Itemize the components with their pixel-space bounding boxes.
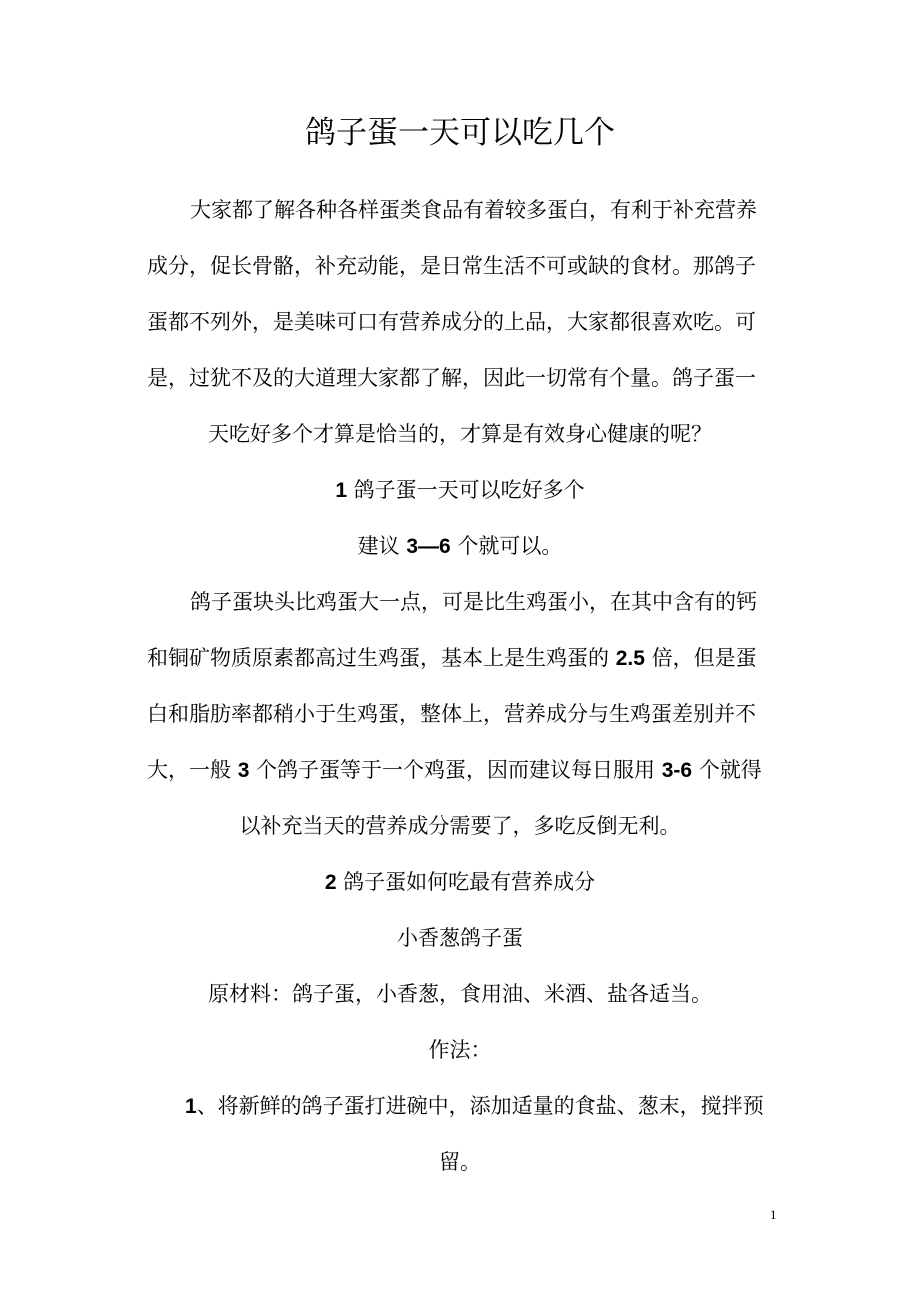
advice-prefix: 建议 [357, 534, 407, 558]
advice-line [0, 526, 920, 566]
section-heading-text: 鸽子蛋如何吃最有营养成分 [336, 870, 596, 894]
section-heading-text: 鸽子蛋一天可以吃好多个 [347, 478, 585, 502]
recipe-step-1-continuation: 留。 [439, 1150, 481, 1174]
body-number: 2.5 [615, 647, 645, 670]
step-number: 1 [185, 1095, 197, 1118]
intro-paragraph-line: 成分，促长骨骼，补充动能，是日常生活不可或缺的食材。那鸽子 [147, 254, 756, 278]
step-text: 、将新鲜的鸽子蛋打进碗中，添加适量的食盐、葱末，搅拌预 [196, 1094, 764, 1118]
section-heading-1 [0, 470, 920, 510]
body-number: 3 [237, 759, 250, 782]
body-paragraph-line: 白和脂肪率都稍小于生鸡蛋，整体上，营养成分与生鸡蛋差别并不 [147, 702, 756, 726]
section-number: 1 [335, 479, 347, 502]
body-paragraph-line [0, 750, 920, 790]
body-text: 倍，但是蛋 [644, 646, 757, 670]
recipe-ingredients: 原材料：鸽子蛋，小香葱，食用油、米酒、盐各适当。 [208, 982, 712, 1006]
intro-paragraph-line: 天吃好多个才算是恰当的，才算是有效身心健康的呢？ [208, 422, 712, 446]
recipe-method-label: 作法： [428, 1038, 492, 1062]
document-title: 鸽子蛋一天可以吃几个 [305, 115, 615, 151]
intro-paragraph-line: 是，过犹不及的大道理大家都了解，因此一切常有个量。鸽子蛋一 [147, 366, 756, 390]
recipe-step-1 [0, 1086, 920, 1126]
advice-suffix: 个就可以。 [450, 534, 563, 558]
body-text: 个就得 [692, 758, 762, 782]
body-text: 和铜矿物质原素都高过生鸡蛋，基本上是生鸡蛋的 [147, 646, 616, 670]
intro-paragraph-line: 蛋都不列外，是美味可口有营养成分的上品，大家都很喜欢吃。可 [147, 310, 756, 334]
intro-paragraph-line: 大家都了解各种各样蛋类食品有着较多蛋白，有利于补充营养 [190, 198, 757, 222]
section-heading-2 [0, 862, 920, 902]
body-paragraph-line: 以补充当天的营养成分需要了，多吃反倒无利。 [239, 814, 681, 838]
body-paragraph-line [0, 638, 920, 678]
section-number: 2 [324, 871, 337, 894]
advice-range: 3—6 [406, 535, 451, 558]
recipe-title: 小香葱鸽子蛋 [397, 926, 523, 950]
body-text: 大，一般 [147, 758, 238, 782]
page-number: 1 [770, 1207, 777, 1222]
body-paragraph-line: 鸽子蛋块头比鸡蛋大一点，可是比生鸡蛋小，在其中含有的钙 [190, 590, 757, 614]
body-text: 个鸽子蛋等于一个鸡蛋，因而建议每日服用 [249, 758, 662, 782]
body-number: 3-6 [661, 759, 693, 782]
